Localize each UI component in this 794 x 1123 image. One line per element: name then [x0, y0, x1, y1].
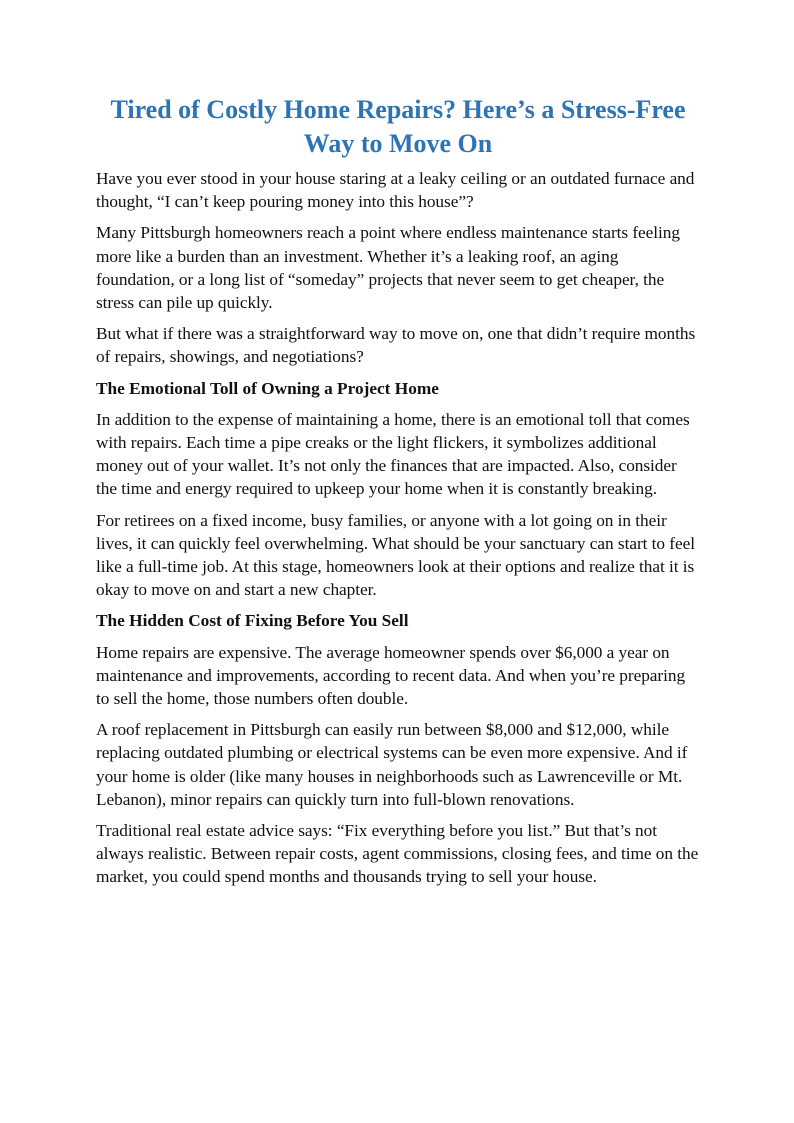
section-heading-hidden-cost: The Hidden Cost of Fixing Before You Sell [96, 611, 409, 631]
body-paragraph: Traditional real estate advice says: “Fix everything before you list.” But that’s not always realistic. Between repair costs, agent commissions, closing fees, and time on the market, you could spend months and thousands trying to sell your house. [96, 821, 699, 887]
body-paragraph: Home repairs are expensive. The average homeowner spends over $6,000 a year on maintenance and improvements, according to recent data. And when you’re preparing to sell the home, those numbers often double. [96, 642, 686, 709]
document-page [96, 93, 700, 897]
body-paragraph: A roof replacement in Pittsburgh can easily run between $8,000 and $12,000, while replacing outdated plumbing or electrical systems can be even more expensive. And if your home is older (like many houses in neighborhoods such as Lawrenceville or Mt. Lebanon), minor repairs can quickly turn into full-blown renovations. [96, 720, 688, 809]
section-heading-emotional-toll: The Emotional Toll of Owning a Project Home [96, 378, 439, 398]
body-paragraph: For retirees on a fixed income, busy families, or anyone with a lot going on in their lives, it can quickly feel overwhelming. What should be your sanctuary can start to feel like a full-time job. At this stage, homeowners look at their options and realize that it is okay to move on and start a new chapter. [96, 510, 695, 600]
body-paragraph: But what if there was a straightforward way to move on, one that didn’t require months of repairs, showings, and negotiations? [96, 324, 696, 367]
body-paragraph: In addition to the expense of maintaining a home, there is an emotional toll that comes with repairs. Each time a pipe creaks or the light flickers, it symbolizes additional money out of your wallet. It’s not only the finances that are impacted. Also, consider the time and energy required to upkeep your home when it is constantly breaking. [96, 409, 690, 499]
page-title: Tired of Costly Home Repairs? Here’s a Stress-Free Way to Move On [110, 95, 686, 158]
body-paragraph: Many Pittsburgh homeowners reach a point where endless maintenance starts feeling more like a burden than an investment. Whether it’s a leaking roof, an aging foundation, or a long list of “someday” projects that never seem to get cheaper, the stress can pile up quickly. [96, 223, 680, 313]
intro-paragraph: Have you ever stood in your house staring at a leaky ceiling or an outdated furnace and thought, “I can’t keep pouring money into this house”? [96, 169, 695, 212]
